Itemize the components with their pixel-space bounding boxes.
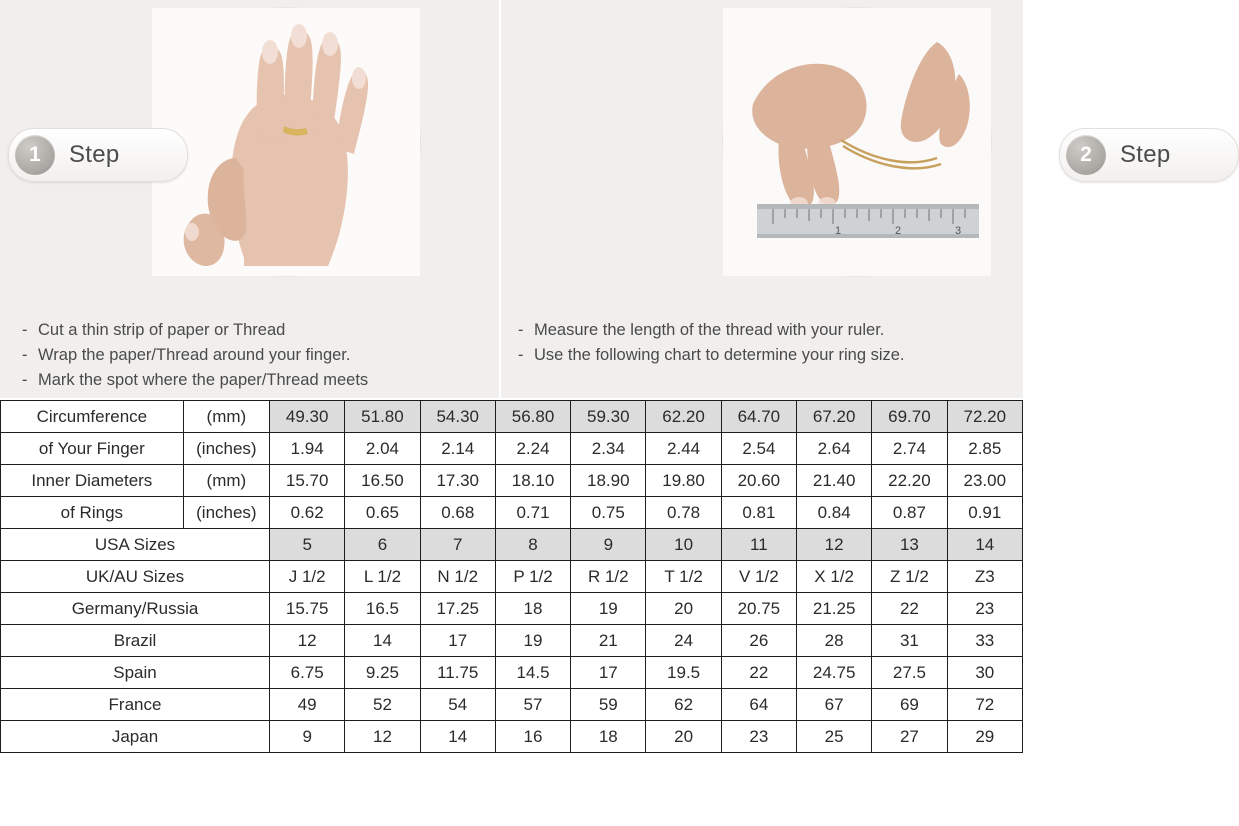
cell: 18 xyxy=(495,593,570,625)
cell: 11.75 xyxy=(420,657,495,689)
cell: R 1/2 xyxy=(571,561,646,593)
cell: J 1/2 xyxy=(270,561,345,593)
cell: 2.44 xyxy=(646,433,721,465)
cell: 20.75 xyxy=(721,593,796,625)
cell: L 1/2 xyxy=(345,561,420,593)
cell: 2.34 xyxy=(571,433,646,465)
cell: 14 xyxy=(947,529,1022,561)
cell: 14.5 xyxy=(495,657,570,689)
instruction-text: Mark the spot where the paper/Thread meets xyxy=(38,371,369,389)
cell: 18.90 xyxy=(571,465,646,497)
svg-text:2: 2 xyxy=(895,225,902,237)
cell: 62.20 xyxy=(646,401,721,433)
cell: 0.87 xyxy=(872,497,947,529)
cell: 22 xyxy=(872,593,947,625)
cell: 13 xyxy=(872,529,947,561)
cell: 51.80 xyxy=(345,401,420,433)
step-label-1: Step xyxy=(69,141,120,168)
cell: 62 xyxy=(646,689,721,721)
row-label: Inner Diameters xyxy=(1,465,184,497)
cell: 25 xyxy=(797,721,872,753)
cell: 8 xyxy=(495,529,570,561)
cell: 7 xyxy=(420,529,495,561)
cell: 19.80 xyxy=(646,465,721,497)
cell: 30 xyxy=(947,657,1022,689)
cell: 0.81 xyxy=(721,497,796,529)
cell: 0.84 xyxy=(797,497,872,529)
row-label: Germany/Russia xyxy=(1,593,270,625)
row-label: UK/AU Sizes xyxy=(1,561,270,593)
table-row xyxy=(1,721,1023,753)
cell: Z 1/2 xyxy=(872,561,947,593)
cell: 69 xyxy=(872,689,947,721)
step-label-2: Step xyxy=(1120,141,1171,168)
table-row xyxy=(1,561,1023,593)
cell: 18 xyxy=(571,721,646,753)
cell: 69.70 xyxy=(872,401,947,433)
step-1-instructions xyxy=(22,318,368,393)
instruction-line xyxy=(22,368,368,393)
cell: 0.68 xyxy=(420,497,495,529)
ring-size-table xyxy=(0,400,1023,753)
svg-text:1: 1 xyxy=(835,225,842,237)
cell: 33 xyxy=(947,625,1022,657)
cell: 49.30 xyxy=(270,401,345,433)
row-label: France xyxy=(1,689,270,721)
row-label: USA Sizes xyxy=(1,529,270,561)
table-row xyxy=(1,529,1023,561)
cell: 15.75 xyxy=(270,593,345,625)
table-row xyxy=(1,433,1023,465)
cell: 0.91 xyxy=(947,497,1022,529)
cell: 17 xyxy=(571,657,646,689)
cell: 16 xyxy=(495,721,570,753)
cell: 2.04 xyxy=(345,433,420,465)
step-number-2: 2 xyxy=(1066,135,1106,175)
table-row xyxy=(1,497,1023,529)
cell: 2.14 xyxy=(420,433,495,465)
cell: 64 xyxy=(721,689,796,721)
instruction-line xyxy=(518,318,905,343)
row-label: of Rings xyxy=(1,497,184,529)
row-label: of Your Finger xyxy=(1,433,184,465)
instruction-text: Use the following chart to determine your ring size. xyxy=(534,346,905,364)
cell: 23 xyxy=(721,721,796,753)
cell: 20 xyxy=(646,721,721,753)
cell: 20 xyxy=(646,593,721,625)
table-row xyxy=(1,657,1023,689)
cell: 0.62 xyxy=(270,497,345,529)
instruction-text: Wrap the paper/Thread around your finger. xyxy=(38,346,351,364)
cell: 12 xyxy=(797,529,872,561)
cell: 17.25 xyxy=(420,593,495,625)
cell: 15.70 xyxy=(270,465,345,497)
instruction-line xyxy=(22,343,368,368)
row-unit: (mm) xyxy=(183,401,269,433)
cell: 2.54 xyxy=(721,433,796,465)
thread-measured-with-ruler-photo xyxy=(723,8,991,276)
step-badge-1 xyxy=(8,128,188,182)
cell: 14 xyxy=(420,721,495,753)
cell: 21 xyxy=(571,625,646,657)
cell: 2.74 xyxy=(872,433,947,465)
cell: 67 xyxy=(797,689,872,721)
cell: 0.75 xyxy=(571,497,646,529)
cell: 17 xyxy=(420,625,495,657)
step-2-instructions xyxy=(518,318,905,368)
cell: 2.85 xyxy=(947,433,1022,465)
cell: 23 xyxy=(947,593,1022,625)
cell: 54 xyxy=(420,689,495,721)
steps-section xyxy=(0,0,1171,398)
table-row xyxy=(1,593,1023,625)
cell: 59 xyxy=(571,689,646,721)
row-label: Spain xyxy=(1,657,270,689)
bullet-dash-icon: - xyxy=(518,346,524,364)
cell: P 1/2 xyxy=(495,561,570,593)
cell: 17.30 xyxy=(420,465,495,497)
cell: 19 xyxy=(495,625,570,657)
cell: 16.5 xyxy=(345,593,420,625)
cell: 54.30 xyxy=(420,401,495,433)
step-number-1: 1 xyxy=(15,135,55,175)
table-row xyxy=(1,689,1023,721)
cell: 21.40 xyxy=(797,465,872,497)
cell: 67.20 xyxy=(797,401,872,433)
cell: Z3 xyxy=(947,561,1022,593)
cell: 6.75 xyxy=(270,657,345,689)
cell: 9 xyxy=(571,529,646,561)
row-unit: (inches) xyxy=(183,497,269,529)
cell: 12 xyxy=(345,721,420,753)
cell: 59.30 xyxy=(571,401,646,433)
row-label: Brazil xyxy=(1,625,270,657)
ruler xyxy=(757,204,979,238)
bullet-dash-icon: - xyxy=(22,346,28,364)
cell: N 1/2 xyxy=(420,561,495,593)
cell: 1.94 xyxy=(270,433,345,465)
cell: 28 xyxy=(797,625,872,657)
instruction-text: Cut a thin strip of paper or Thread xyxy=(38,321,286,339)
cell: 27.5 xyxy=(872,657,947,689)
cell: 16.50 xyxy=(345,465,420,497)
cell: 12 xyxy=(270,625,345,657)
cell: 0.78 xyxy=(646,497,721,529)
cell: 22 xyxy=(721,657,796,689)
instruction-line xyxy=(518,343,905,368)
cell: 18.10 xyxy=(495,465,570,497)
step-panel-2 xyxy=(501,0,1171,398)
row-unit: (mm) xyxy=(183,465,269,497)
row-unit: (inches) xyxy=(183,433,269,465)
cell: 2.64 xyxy=(797,433,872,465)
cell: 72.20 xyxy=(947,401,1022,433)
cell: 57 xyxy=(495,689,570,721)
cell: 0.65 xyxy=(345,497,420,529)
cell: 56.80 xyxy=(495,401,570,433)
cell: 26 xyxy=(721,625,796,657)
cell: 31 xyxy=(872,625,947,657)
cell: 52 xyxy=(345,689,420,721)
cell: 23.00 xyxy=(947,465,1022,497)
cell: X 1/2 xyxy=(797,561,872,593)
cell: 14 xyxy=(345,625,420,657)
table-row xyxy=(1,625,1023,657)
bullet-dash-icon: - xyxy=(22,321,28,339)
instruction-line xyxy=(22,318,368,343)
row-label: Circumference xyxy=(1,401,184,433)
table-row xyxy=(1,401,1023,433)
cell: 19 xyxy=(571,593,646,625)
instruction-text: Measure the length of the thread with your ruler. xyxy=(534,321,885,339)
row-label: Japan xyxy=(1,721,270,753)
cell: V 1/2 xyxy=(721,561,796,593)
step-badge-2 xyxy=(1059,128,1239,182)
bullet-dash-icon: - xyxy=(518,321,524,339)
cell: 9 xyxy=(270,721,345,753)
cell: 22.20 xyxy=(872,465,947,497)
step-panel-1 xyxy=(0,0,499,398)
cell: 19.5 xyxy=(646,657,721,689)
cell: 21.25 xyxy=(797,593,872,625)
cell: 2.24 xyxy=(495,433,570,465)
cell: 24.75 xyxy=(797,657,872,689)
cell: 24 xyxy=(646,625,721,657)
cell: 0.71 xyxy=(495,497,570,529)
cell: 9.25 xyxy=(345,657,420,689)
cell: 72 xyxy=(947,689,1022,721)
cell: 29 xyxy=(947,721,1022,753)
cell: 20.60 xyxy=(721,465,796,497)
cell: 6 xyxy=(345,529,420,561)
cell: 49 xyxy=(270,689,345,721)
cell: 27 xyxy=(872,721,947,753)
cell: 11 xyxy=(721,529,796,561)
cell: T 1/2 xyxy=(646,561,721,593)
cell: 10 xyxy=(646,529,721,561)
cell: 5 xyxy=(270,529,345,561)
table-row xyxy=(1,465,1023,497)
svg-text:3: 3 xyxy=(955,225,962,237)
hand-with-thread-photo xyxy=(152,8,420,276)
bullet-dash-icon: - xyxy=(22,371,28,389)
cell: 64.70 xyxy=(721,401,796,433)
